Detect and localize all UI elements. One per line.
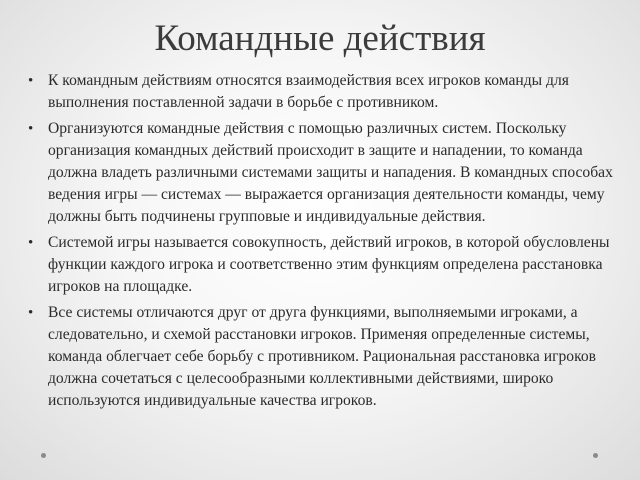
bullet-list bbox=[28, 70, 618, 412]
bullet-icon: • bbox=[28, 305, 34, 321]
slide-title: Командные действия bbox=[154, 18, 486, 59]
decorative-dot-left bbox=[41, 453, 46, 458]
bullet-icon: • bbox=[28, 121, 34, 137]
bullet-item bbox=[28, 302, 618, 412]
bullet-text: Все системы отличаются друг от друга функциями, выполняемыми игроками, а следовательно, и схемой расстановки игроков. Применяя определенные системы, команда облегчает себе борьбу с противником. Рациональная расстановка игроков должна сочетаться с целесообразными коллективными действиями, широко используются индивидуальные качества игроков. bbox=[48, 304, 597, 409]
bullet-item bbox=[28, 118, 618, 228]
decorative-dot-right bbox=[593, 453, 598, 458]
bullet-icon: • bbox=[28, 235, 34, 251]
bullet-text: Системой игры называется совокупность, действий игроков, в которой обусловлены функции каждого игрока и соответственно этим функциям определена расстановка игроков на площадке. bbox=[48, 234, 610, 295]
slide-content bbox=[28, 70, 618, 416]
bullet-item bbox=[28, 70, 618, 114]
bullet-item bbox=[28, 232, 618, 298]
bullet-text: Организуются командные действия с помощью различных систем. Поскольку организация командных действий происходит в защите и нападении, то команда должна владеть различными системами защиты и нападения. В командных способах ведения игры — системах — выражается организация деятельности команды, чему должны быть подчинены групповые и индивидуальные действия. bbox=[48, 120, 613, 225]
bullet-icon: • bbox=[28, 73, 34, 89]
bullet-text: К командным действиям относятся взаимодействия всех игроков команды для выполнения поставленной задачи в борьбе с противником. bbox=[48, 72, 569, 111]
